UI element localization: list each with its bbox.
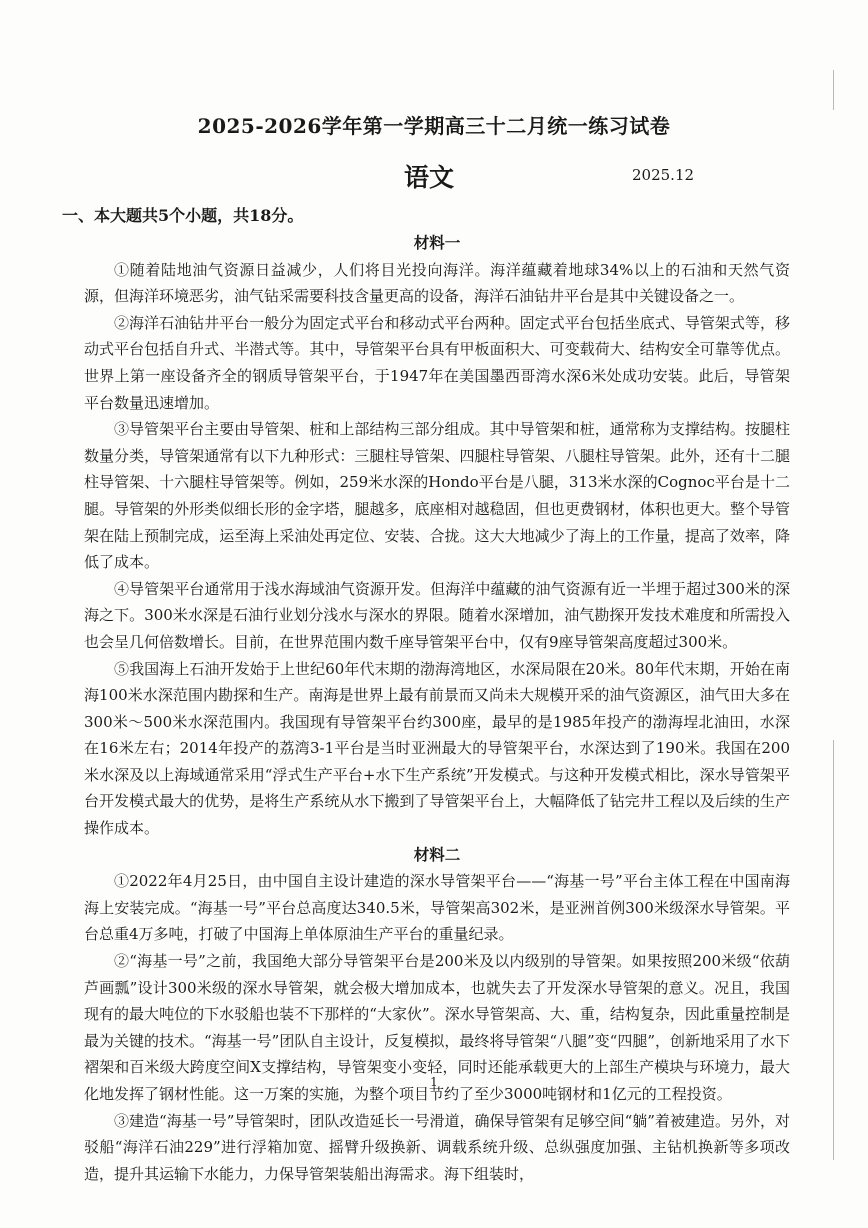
material-1-heading: 材料一 bbox=[413, 233, 461, 252]
material-1-paragraph: ⑤我国海上石油开发始于上世纪60年代末期的渤海湾地区，水深局限在20米。80年代末期，开始在南海100米水深范围内勘探和生产。南海是世界上最有前景而又尚未大规模开采的油气资源区，油气田大多在300米～500米水深范围内。我国现有导管架平台约300座，最早的是1985年投产的渤海埕北油田，水深在16米左右；2014年投产的荔湾3-1平台是当时亚洲最大的导管架平台，水深达到了190米。我国在200米水深及以上海域通常采用“浮式生产平台+水下生产系统”开发模式。与这种开发模式相比，深水导管架平台开发模式最大的优势，是将生产系统从水下搬到了导管架平台上，大幅降低了钻完井工程以及后续的生产操作成本。 bbox=[84, 659, 790, 838]
material-2-paragraph: ②“海基一号”之前，我国绝大部分导管架平台是200米及以内级别的导管架。如果按照200米级“依葫芦画瓢”设计300米级的深水导管架，就会极大增加成本，也就失去了开发深水导管架的意义。况且，我国现有的最大吨位的下水驳船也装不下那样的“大家伙”。深水导管架高、大、重，结构复杂，因此重量控制是最为关键的技术。“海基一号”团队自主设计，反复模拟，最终将导管架“八腿”变“四腿”，创新地采用了水下褶架和百米级大跨度空间X支撑结构，导管架变小变轻，同时还能承载更大的上部生产模块与环境力，最大化地发挥了钢材性能。这一万案的实施，为整个项目节约了至少3000吨钢材和1亿元的工程投资。 bbox=[84, 952, 791, 1103]
exam-date: 2025.12 bbox=[632, 166, 695, 184]
page-number: 1 bbox=[430, 1075, 438, 1089]
page-edge-line bbox=[833, 740, 834, 1160]
material-1-paragraph: ④导管架平台通常用于浅水海域油气资源开发。但海洋中蕴藏的油气资源有近一半埋于超过300米的深海之下。300米水深是石油行业划分浅水与深水的界限。随着水深增加，油气勘探开发技术难度和所需投入也会呈几何倍数增长。目前，在世界范围内数千座导管架平台中，仅有9座导管架高度超过300米。 bbox=[84, 579, 790, 651]
material-2-paragraph: ③建造“海基一号”导管架时，团队改造延长一号滑道，确保导管架有足够空间“躺”着被建造。另外，对驳船“海洋石油229”进行浮箱加宽、摇臂升级换新、调载系统升级、总纵强度加强、主钻机换新等多项改造，提升其运输下水能力，力保导管架装船出海需求。海下组装时， bbox=[84, 1111, 790, 1183]
page-edge-line bbox=[833, 70, 834, 110]
material-2-paragraph: ①2022年4月25日，由中国自主设计建造的深水导管架平台——“海基一号”平台主体工程在中国南海海上安装完成。“海基一号”平台总高度达340.5米，导管架高302米，是亚洲首例300米级深水导管架。平台总重4万多吨，打破了中国海上单体原油生产平台的重量纪录。 bbox=[84, 872, 790, 944]
exam-title: 2025-2026学年第一学期高三十二月统一练习试卷 bbox=[197, 114, 671, 138]
material-1-paragraph: ①随着陆地油气资源日益减少，人们将目光投向海洋。海洋蕴藏着地球34%以上的石油和天然气资源，但海洋环境恶劣，油气钻采需要科技含量更高的设备，海洋石油钻井平台是其中关键设备之一。 bbox=[84, 260, 790, 306]
material-1-paragraph: ③导管架平台主要由导管架、桩和上部结构三部分组成。其中导管架和桩，通常称为支撑结构。按腿柱数量分类，导管架通常有以下九种形式：三腿柱导管架、四腿柱导管架、八腿柱导管架。此外，还有十二腿柱导管架、十六腿柱导管架等。例如，259米水深的Hondo平台是八腿，313米水深的Cognoc平台是十二腿。导管架的外形类似细长形的金字塔，腿越多，底座相对越稳固，但也更费钢材，体积也更大。整个导管架在陆上预制完成，运至海上采油处再定位、安装、合拢。这大大地减少了海上的工作量，提高了效率，降低了成本。 bbox=[84, 420, 790, 572]
subject-title: 语文 bbox=[404, 163, 455, 192]
material-2-heading: 材料二 bbox=[413, 844, 461, 864]
material-1-paragraph: ②海洋石油钻井平台一般分为固定式平台和移动式平台两种。固定式平台包括坐底式、导管架式等，移动式平台包括自升式、半潜式等。其中，导管架平台具有甲板面积大、可变载荷大、结构安全可靠等优点。世界上第一座设备齐全的钢质导管架平台，于1947年在美国墨西哥湾水深6米处成功安装。此后，导管架平台数量迅速增加。 bbox=[84, 313, 790, 412]
section-heading: 一、本大题共5个小题，共18分。 bbox=[62, 206, 304, 225]
reading-body bbox=[84, 230, 790, 1187]
